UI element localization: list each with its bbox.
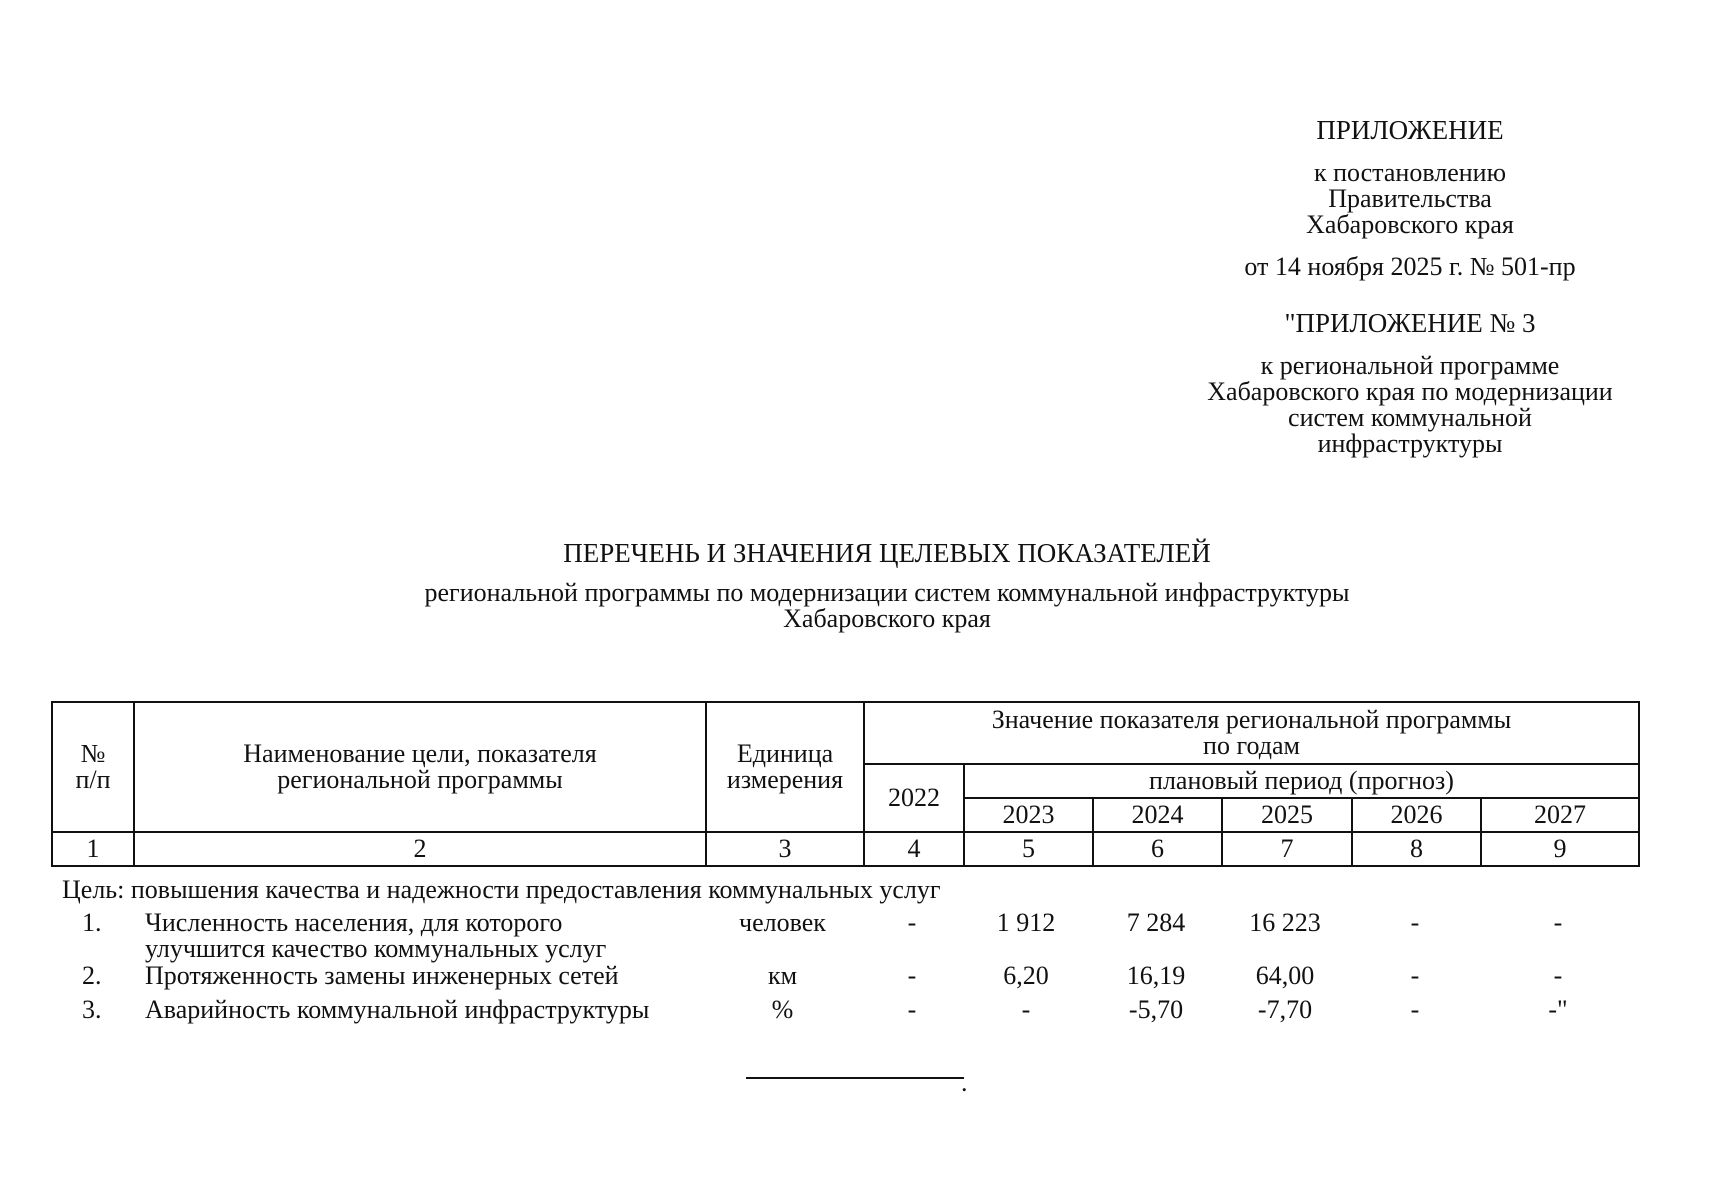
- document-title: [0, 540, 1710, 632]
- value-2027: -": [1548, 995, 1568, 1024]
- header-base-year: 2022: [864, 764, 964, 832]
- header-year: 2024: [1093, 798, 1222, 832]
- column-number: 6: [1093, 832, 1222, 866]
- goal-statement: Цель: повышения качества и надежности предоставления коммунальных услуг: [62, 875, 941, 904]
- closing-line: [746, 1077, 964, 1079]
- value-2024: 7 284: [1126, 908, 1186, 937]
- value-2023: -: [1021, 995, 1031, 1024]
- value-2023: 1 912: [996, 908, 1056, 937]
- appendix-3-line: к региональной программе: [1260, 351, 1560, 380]
- value-2024: -5,70: [1128, 995, 1184, 1024]
- value-2022: -: [907, 961, 917, 990]
- header-name: Наименование цели, показателя региональной программы: [134, 702, 706, 832]
- column-number: 5: [964, 832, 1093, 866]
- value-2025: 16 223: [1249, 908, 1321, 937]
- indicators-table: [51, 701, 1640, 867]
- appendix-3-line: систем коммунальной: [1288, 403, 1532, 432]
- column-number: 7: [1222, 832, 1352, 866]
- appendix-line: к постановлению: [1313, 158, 1507, 187]
- column-number: 9: [1481, 832, 1639, 866]
- value-2026: -: [1410, 961, 1420, 990]
- appendix-3-line: инфраструктуры: [1317, 429, 1503, 458]
- value-2023: 6,20: [1003, 961, 1049, 990]
- appendix-heading: ПРИЛОЖЕНИЕ: [1316, 115, 1504, 145]
- column-number: 8: [1352, 832, 1481, 866]
- value-2025: 64,00: [1255, 961, 1315, 990]
- header-plan-period: плановый период (прогноз): [964, 764, 1639, 798]
- column-number: 3: [706, 832, 864, 866]
- column-number: 4: [864, 832, 964, 866]
- appendix-header: [1230, 117, 1590, 280]
- indicator-unit: человек: [739, 908, 826, 937]
- title-heading: ПЕРЕЧЕНЬ И ЗНАЧЕНИЯ ЦЕЛЕВЫХ ПОКАЗАТЕЛЕЙ: [563, 538, 1211, 568]
- indicator-unit: км: [767, 961, 798, 990]
- appendix-date: от 14 ноября 2025 г. № 501-пр: [1244, 252, 1576, 281]
- value-2025: -7,70: [1257, 995, 1313, 1024]
- value-2022: -: [907, 908, 917, 937]
- title-subtitle: Хабаровского края: [783, 604, 991, 633]
- appendix-3-header: [1170, 310, 1650, 457]
- row-number: 3.: [82, 995, 102, 1024]
- appendix-line: Хабаровского края: [1306, 210, 1514, 239]
- value-2024: 16,19: [1126, 961, 1186, 990]
- header-year: 2026: [1352, 798, 1481, 832]
- row-number: 2.: [82, 961, 102, 990]
- value-2027: -: [1553, 961, 1563, 990]
- value-2026: -: [1410, 995, 1420, 1024]
- value-2027: -: [1553, 908, 1563, 937]
- header-values: Значение показателя региональной программы по годам: [864, 702, 1639, 764]
- column-number: 2: [134, 832, 706, 866]
- indicator-unit: %: [771, 995, 794, 1024]
- title-subtitle: региональной программы по модернизации систем коммунальной инфраструктуры: [424, 578, 1350, 607]
- indicator-name: Протяженность замены инженерных сетей: [145, 961, 619, 990]
- header-unit: Единица измерения: [706, 702, 864, 832]
- header-year: 2023: [964, 798, 1093, 832]
- value-2026: -: [1410, 908, 1420, 937]
- appendix-3-line: Хабаровского края по модернизации: [1207, 377, 1613, 406]
- row-number: 1.: [82, 908, 102, 937]
- header-number: № п/п: [52, 702, 134, 832]
- indicator-name: Аварийность коммунальной инфраструктуры: [145, 995, 650, 1024]
- appendix-3-heading: "ПРИЛОЖЕНИЕ № 3: [1284, 308, 1536, 338]
- appendix-line: Правительства: [1328, 184, 1492, 213]
- column-number: 1: [52, 832, 134, 866]
- value-2022: -: [907, 995, 917, 1024]
- header-year: 2027: [1481, 798, 1639, 832]
- closing-mark: .: [961, 1068, 968, 1097]
- header-year: 2025: [1222, 798, 1352, 832]
- indicator-name: Численность населения, для которого улучшится качество коммунальных услуг: [145, 908, 607, 963]
